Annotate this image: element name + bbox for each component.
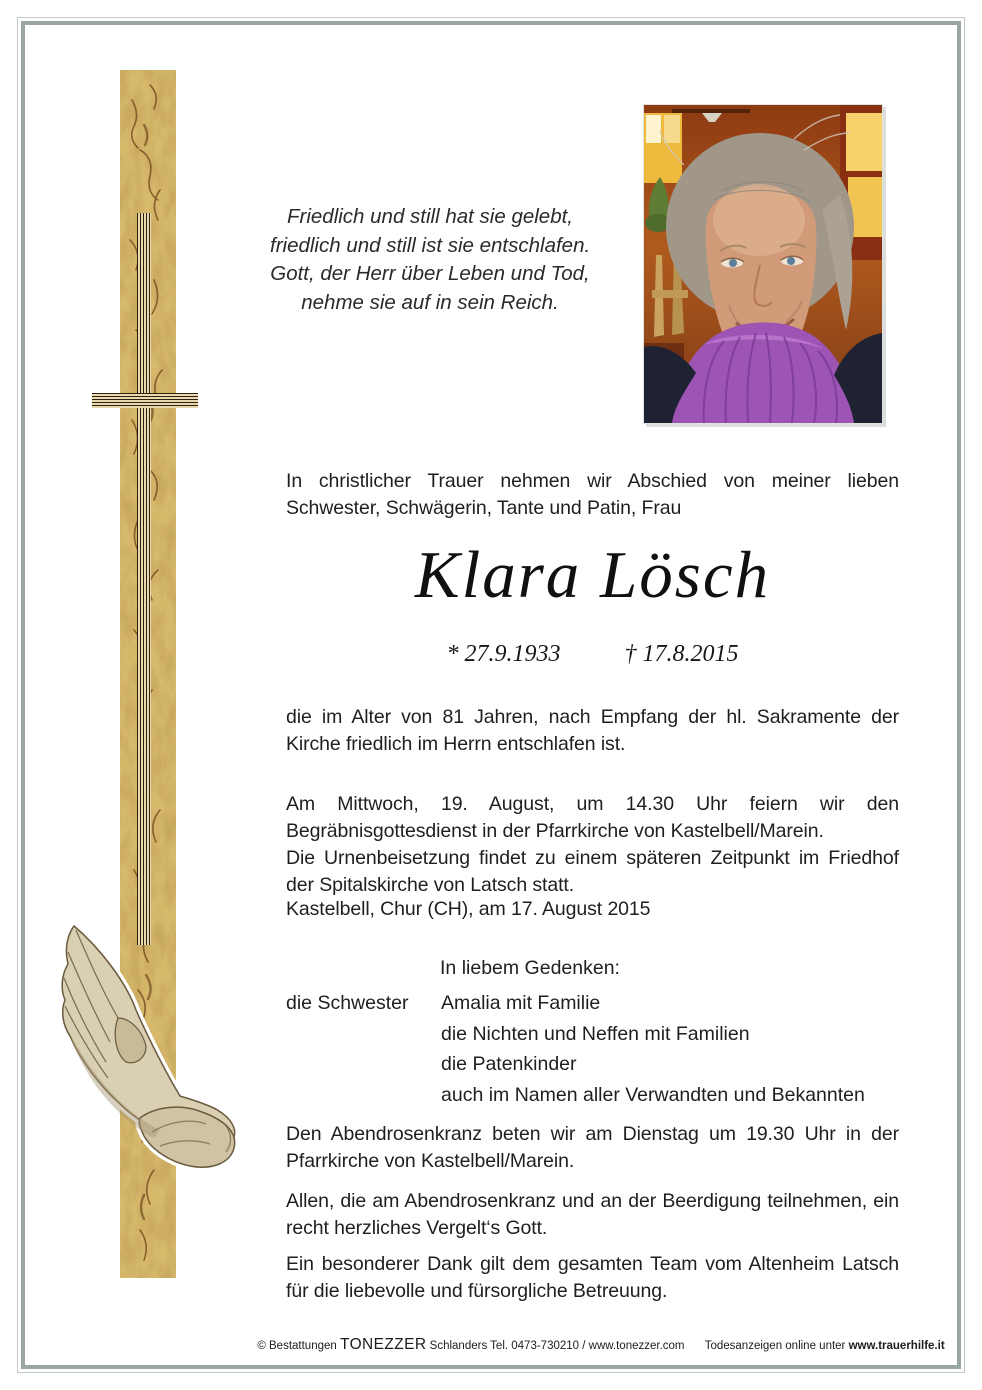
announcement-intro: In christlicher Trauer nehmen wir Abschied von meiner lieben Schwester, Schwägerin, Tante und Patin, Frau bbox=[286, 470, 899, 519]
poem-line: Friedlich und still hat sie gelebt, bbox=[286, 205, 573, 228]
footer-details: Schlanders Tel. 0473-730210 / www.tonezzer.com bbox=[429, 1340, 685, 1352]
memorial-poem bbox=[270, 203, 590, 317]
mourner-row bbox=[286, 1019, 899, 1050]
deceased-name: Klara Lösch bbox=[414, 538, 771, 612]
mourner-names: auch im Namen aller Verwandten und Bekannten bbox=[441, 1083, 865, 1106]
praying-hands-drawing bbox=[56, 918, 254, 1172]
mourner-names: die Nichten und Neffen mit Familien bbox=[441, 1022, 750, 1045]
life-dates bbox=[286, 641, 899, 668]
poem-line: friedlich und still ist sie entschlafen. bbox=[270, 233, 591, 257]
cross-bar-icon bbox=[92, 393, 198, 408]
death-date: † 17.8.2015 bbox=[624, 641, 739, 667]
mourner-row bbox=[286, 988, 899, 1019]
footer-copyright: © Bestattungen bbox=[257, 1340, 337, 1352]
footer-online-text: Todesanzeigen online unter bbox=[704, 1340, 846, 1352]
thanks-paragraph: Allen, die am Abendrosenkranz und an der Beerdigung teilnehmen, ein recht herzliches Vergelt‘s Gott. bbox=[286, 1190, 899, 1239]
praying-hands-icon bbox=[56, 918, 254, 1172]
funeral-home-brand: TONEZZER bbox=[340, 1336, 427, 1353]
cross-icon bbox=[137, 213, 151, 945]
footer-online-site: www.trauerhilfe.it bbox=[848, 1340, 945, 1352]
poem-line: Gott, der Herr über Leben und Tod, bbox=[270, 262, 590, 286]
poem-line: nehme sie auf in sein Reich. bbox=[301, 290, 559, 314]
place-dateline: Kastelbell, Chur (CH), am 17. August 2015 bbox=[286, 898, 651, 920]
mourner-names: Amalia mit Familie bbox=[441, 992, 601, 1014]
portrait-photo bbox=[643, 104, 883, 424]
mourner-names: die Patenkinder bbox=[441, 1053, 577, 1075]
care-thanks-paragraph: Ein besonderer Dank gilt dem gesamten Team vom Altenheim Latsch für die liebevolle und fürsorgliche Betreuung. bbox=[286, 1253, 899, 1302]
mourners-list bbox=[286, 988, 899, 1110]
rosary-paragraph: Den Abendrosenkranz beten wir am Dienstag um 19.30 Uhr in der Pfarrkirche von Kastelbell/Marein. bbox=[286, 1123, 899, 1172]
birth-date: * 27.9.1933 bbox=[446, 641, 561, 667]
funeral-service-paragraph: Am Mittwoch, 19. August, um 14.30 Uhr feiern wir den Begräbnisgottesdienst in der Pfarrkirche von Kastelbell/Marein. bbox=[286, 793, 899, 842]
urn-burial-paragraph: Die Urnenbeisetzung findet zu einem späteren Zeitpunkt im Friedhof der Spitalskirche von Latsch statt. bbox=[286, 847, 899, 896]
portrait-illustration bbox=[644, 105, 882, 423]
mourner-row bbox=[286, 1080, 899, 1111]
age-paragraph: die im Alter von 81 Jahren, nach Empfang der hl. Sakramente der Kirche friedlich im Herrn entschlafen ist. bbox=[286, 706, 899, 755]
mourner-row bbox=[286, 1049, 899, 1080]
remembrance-heading: In liebem Gedenken: bbox=[440, 957, 620, 979]
publisher-footer bbox=[251, 1336, 951, 1354]
mourner-relation: die Schwester bbox=[286, 992, 409, 1014]
